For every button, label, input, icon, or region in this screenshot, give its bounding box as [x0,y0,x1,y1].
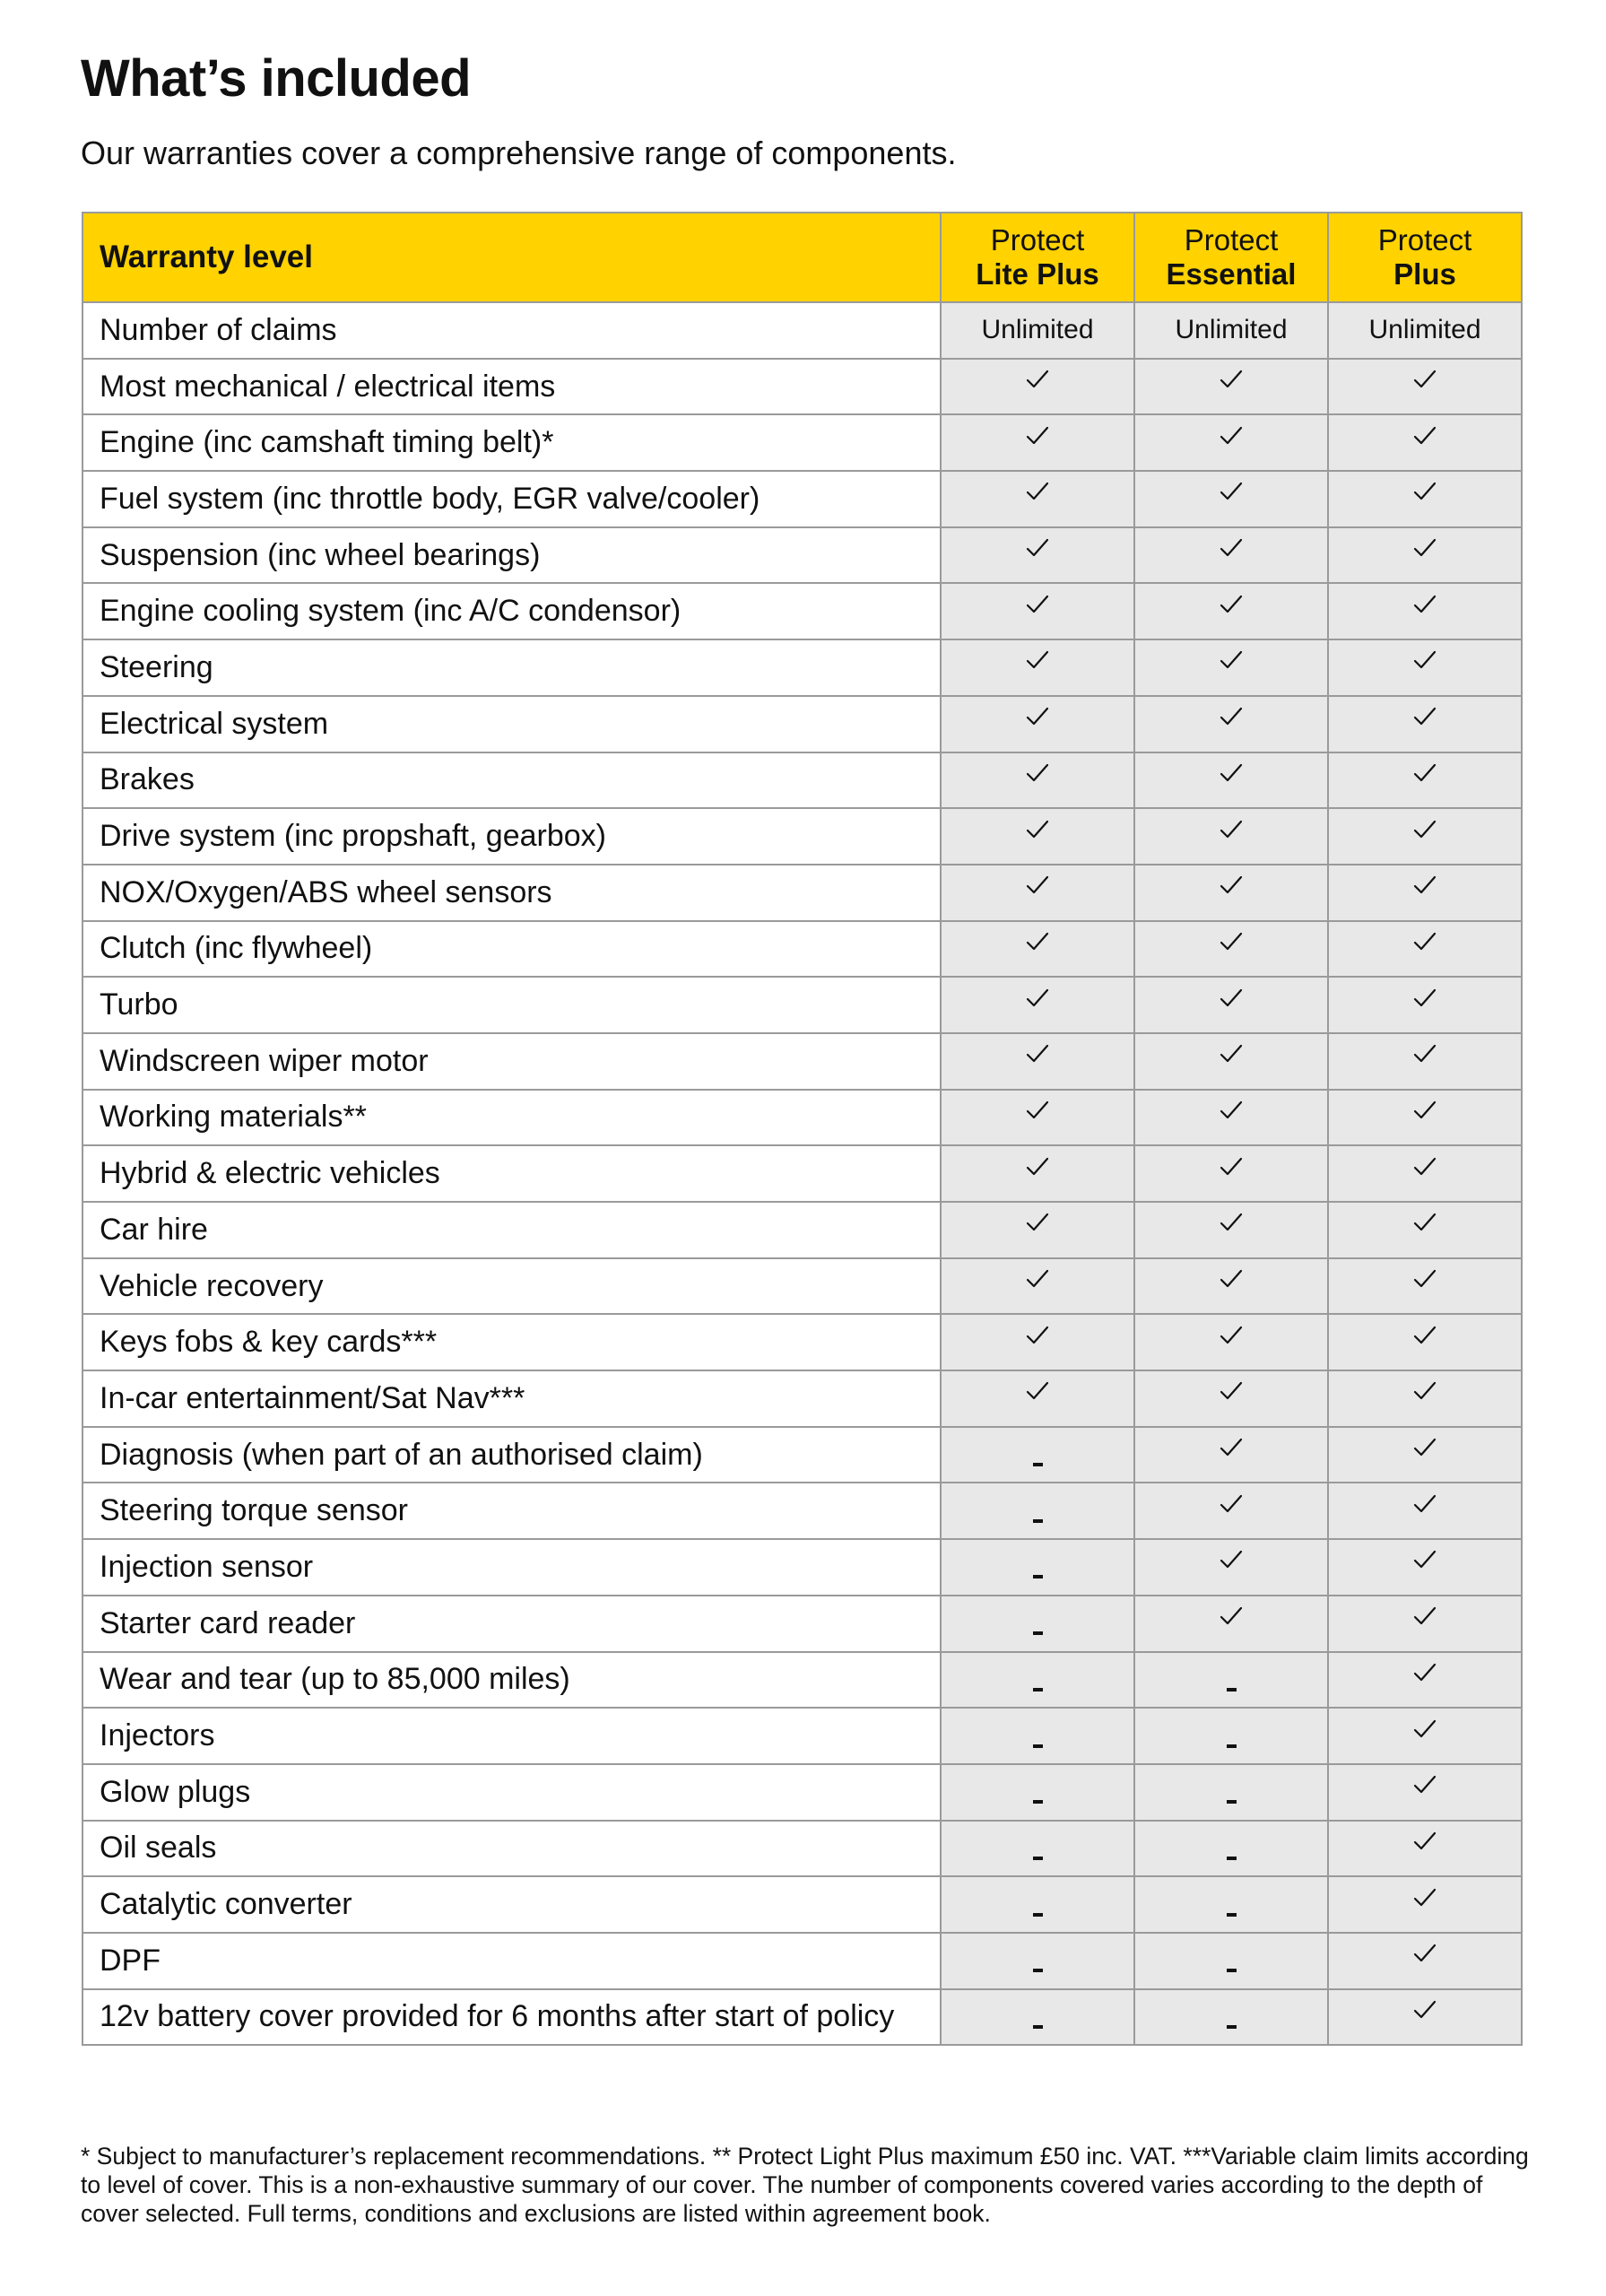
check-icon [1026,1326,1049,1345]
coverage-cell [1328,1821,1522,1877]
check-icon [1026,707,1049,726]
check-icon [1413,763,1437,783]
coverage-cell [1134,1370,1328,1427]
coverage-cell [941,808,1134,865]
coverage-cell [1134,1539,1328,1596]
table-row [82,583,1522,639]
table-row [82,1596,1522,1652]
dash-icon [1227,1913,1237,1917]
warranty-level-header: Warranty level [82,213,941,302]
coverage-cell [1328,414,1522,471]
coverage-cell [1328,1033,1522,1090]
row-label: Steering torque sensor [82,1483,941,1539]
coverage-cell [1328,1370,1522,1427]
dash-icon [1033,1913,1043,1917]
coverage-cell [1328,1764,1522,1821]
row-label: Car hire [82,1202,941,1258]
coverage-cell [1328,1145,1522,1202]
coverage-cell [1328,1652,1522,1709]
check-icon [1220,426,1243,446]
table-row [82,1370,1522,1427]
row-label: In-car entertainment/Sat Nav*** [82,1370,941,1427]
footnote: * Subject to manufacturer’s replacement recommendations. ** Protect Light Plus maximum £50 inc. VAT. ***Variable claim limits according to level of cover. This is a non-exhaustive summary of our cover. The number of components covered varies according to the depth of cover selected. Full terms, conditions and exclusions are listed within agreement book. [81,2143,1529,2227]
coverage-cell [941,1483,1134,1539]
row-label: Engine (inc camshaft timing belt)* [82,414,941,471]
check-icon [1220,1438,1243,1457]
row-label: Steering [82,639,941,696]
check-icon [1413,1831,1437,1851]
check-icon [1413,1606,1437,1626]
check-icon [1220,932,1243,952]
coverage-cell [941,1933,1134,1989]
page-title: What’s included [81,49,472,108]
check-icon [1413,370,1437,389]
table-row [82,1145,1522,1202]
coverage-cell [941,1764,1134,1821]
row-label: Suspension (inc wheel bearings) [82,527,941,584]
table-row [82,977,1522,1033]
table-row [82,921,1522,978]
coverage-cell [941,1314,1134,1370]
coverage-cell [1134,1145,1328,1202]
coverage-cell [1328,1258,1522,1315]
row-label: Number of claims [82,302,941,359]
table-row [82,1764,1522,1821]
column-header-line: Protect [1184,223,1279,257]
table-row [82,471,1522,527]
check-icon [1220,707,1243,726]
coverage-cell [941,1202,1134,1258]
coverage-cell [941,1876,1134,1933]
check-icon [1413,1719,1437,1739]
coverage-cell [941,639,1134,696]
coverage-cell [941,1370,1134,1427]
coverage-cell [1134,752,1328,809]
check-icon [1220,1381,1243,1401]
dash-icon [1227,2025,1237,2029]
column-header-essential [1134,213,1328,302]
check-icon [1413,1494,1437,1514]
table-row [82,1539,1522,1596]
coverage-cell [1134,1652,1328,1709]
table-row [82,1821,1522,1877]
coverage-cell [1134,1090,1328,1146]
check-icon [1413,1269,1437,1289]
check-icon [1413,482,1437,501]
row-label: Wear and tear (up to 85,000 miles) [82,1652,941,1709]
check-icon [1413,1157,1437,1177]
row-label: Diagnosis (when part of an authorised claim) [82,1427,941,1483]
coverage-cell [1134,1596,1328,1652]
coverage-cell [941,1258,1134,1315]
table-row [82,359,1522,415]
row-label: NOX/Oxygen/ABS wheel sensors [82,865,941,921]
row-label: Windscreen wiper motor [82,1033,941,1090]
dash-icon [1227,1857,1237,1860]
row-label: Clutch (inc flywheel) [82,921,941,978]
check-icon [1413,820,1437,839]
coverage-cell [941,1596,1134,1652]
coverage-cell [1328,359,1522,415]
row-label: Drive system (inc propshaft, gearbox) [82,808,941,865]
coverage-cell [1328,1090,1522,1146]
coverage-cell [1134,639,1328,696]
table-row [82,1483,1522,1539]
coverage-cell [1134,1876,1328,1933]
coverage-cell [941,1539,1134,1596]
table-header-row [82,213,1522,302]
check-icon [1220,988,1243,1008]
table-row [82,527,1522,584]
claims-value: Unlimited [941,302,1134,359]
coverage-cell [941,752,1134,809]
column-header-lite-plus [941,213,1134,302]
check-icon [1026,482,1049,501]
row-label: Turbo [82,977,941,1033]
check-icon [1413,1381,1437,1401]
row-label: Starter card reader [82,1596,941,1652]
check-icon [1413,1044,1437,1064]
dash-icon [1227,1744,1237,1748]
table-row [82,1427,1522,1483]
check-icon [1413,1213,1437,1232]
column-header-level-name: Essential [1166,257,1297,291]
check-icon [1413,2000,1437,2020]
column-header-level-name: Lite Plus [976,257,1099,291]
check-icon [1220,1326,1243,1345]
dash-icon [1033,1969,1043,1972]
coverage-cell [1328,1483,1522,1539]
check-icon [1413,650,1437,670]
check-icon [1413,707,1437,726]
check-icon [1220,763,1243,783]
dash-icon [1033,1800,1043,1804]
dash-icon [1227,1969,1237,1972]
check-icon [1220,875,1243,895]
coverage-cell [1134,414,1328,471]
coverage-cell [1134,808,1328,865]
dash-icon [1033,1857,1043,1860]
coverage-cell [941,414,1134,471]
row-label: Most mechanical / electrical items [82,359,941,415]
coverage-cell [1328,527,1522,584]
column-header-line: Protect [990,223,1085,257]
coverage-cell [1134,977,1328,1033]
coverage-cell [1134,1033,1328,1090]
coverage-cell [1328,1314,1522,1370]
coverage-cell [941,1821,1134,1877]
row-label: Engine cooling system (inc A/C condensor) [82,583,941,639]
check-icon [1026,932,1049,952]
check-icon [1220,1269,1243,1289]
coverage-cell [1328,1539,1522,1596]
check-icon [1220,482,1243,501]
coverage-cell [1328,1876,1522,1933]
table-row [82,1876,1522,1933]
check-icon [1413,1550,1437,1570]
coverage-cell [941,1090,1134,1146]
coverage-cell [941,1427,1134,1483]
check-icon [1413,1438,1437,1457]
row-label: Working materials** [82,1090,941,1146]
table-row [82,1652,1522,1709]
check-icon [1220,1606,1243,1626]
column-header-plus [1328,213,1522,302]
check-icon [1413,595,1437,614]
check-icon [1220,595,1243,614]
coverage-cell [941,1033,1134,1090]
coverage-cell [941,527,1134,584]
coverage-cell [1134,921,1328,978]
row-label: Vehicle recovery [82,1258,941,1315]
coverage-cell [1328,1427,1522,1483]
check-icon [1026,1269,1049,1289]
table-row-number-of-claims [82,302,1522,359]
coverage-cell [941,359,1134,415]
check-icon [1026,1100,1049,1120]
table-row [82,1708,1522,1764]
coverage-cell [1328,865,1522,921]
row-label: Keys fobs & key cards*** [82,1314,941,1370]
table-row [82,414,1522,471]
row-label: 12v battery cover provided for 6 months after start of policy [82,1989,941,2046]
coverage-cell [941,696,1134,752]
coverage-cell [941,471,1134,527]
coverage-cell [941,1145,1134,1202]
table-row [82,1258,1522,1315]
check-icon [1220,1550,1243,1570]
row-label: Injection sensor [82,1539,941,1596]
coverage-cell [1134,527,1328,584]
check-icon [1220,820,1243,839]
coverage-cell [941,1708,1134,1764]
coverage-cell [1134,359,1328,415]
dash-icon [1033,1575,1043,1578]
check-icon [1413,1775,1437,1795]
dash-icon [1227,1800,1237,1804]
check-icon [1026,538,1049,558]
coverage-cell [1134,1821,1328,1877]
table-row [82,1033,1522,1090]
coverage-cell [1134,1989,1328,2046]
check-icon [1220,650,1243,670]
dash-icon [1033,1744,1043,1748]
coverage-cell [1134,696,1328,752]
coverage-cell [1328,977,1522,1033]
check-icon [1413,1944,1437,1963]
row-label: Fuel system (inc throttle body, EGR valve/cooler) [82,471,941,527]
coverage-cell [1134,1764,1328,1821]
column-header-level-name: Plus [1393,257,1456,291]
coverage-cell [1134,1202,1328,1258]
check-icon [1220,1213,1243,1232]
coverage-cell [1134,1427,1328,1483]
row-label: Glow plugs [82,1764,941,1821]
coverage-cell [941,1652,1134,1709]
column-header-line: Protect [1377,223,1472,257]
table-row [82,1202,1522,1258]
check-icon [1026,595,1049,614]
coverage-cell [1328,696,1522,752]
check-icon [1220,1494,1243,1514]
check-icon [1026,426,1049,446]
row-label: Injectors [82,1708,941,1764]
coverage-cell [1328,1708,1522,1764]
row-label: Hybrid & electric vehicles [82,1145,941,1202]
coverage-cell [1134,471,1328,527]
coverage-cell [1134,1314,1328,1370]
check-icon [1413,538,1437,558]
check-icon [1413,426,1437,446]
row-label: Oil seals [82,1821,941,1877]
coverage-cell [941,583,1134,639]
coverage-cell [1134,583,1328,639]
check-icon [1220,538,1243,558]
table-row [82,1090,1522,1146]
claims-value: Unlimited [1134,302,1328,359]
table-row [82,1314,1522,1370]
dash-icon [1033,1631,1043,1635]
check-icon [1413,1100,1437,1120]
coverage-cell [1328,752,1522,809]
coverage-cell [1328,1202,1522,1258]
table-row [82,808,1522,865]
check-icon [1026,650,1049,670]
dash-icon [1033,1519,1043,1523]
check-icon [1026,763,1049,783]
check-icon [1026,370,1049,389]
claims-value: Unlimited [1328,302,1522,359]
check-icon [1413,988,1437,1008]
check-icon [1413,932,1437,952]
table-row [82,639,1522,696]
row-label: Catalytic converter [82,1876,941,1933]
dash-icon [1033,1688,1043,1692]
coverage-cell [941,977,1134,1033]
check-icon [1220,1044,1243,1064]
check-icon [1026,1381,1049,1401]
check-icon [1413,1326,1437,1345]
coverage-cell [1134,1258,1328,1315]
check-icon [1026,875,1049,895]
table-row [82,1989,1522,2046]
table-row [82,865,1522,921]
check-icon [1026,1044,1049,1064]
coverage-cell [1134,1933,1328,1989]
coverage-cell [1328,639,1522,696]
coverage-cell [1328,921,1522,978]
table-row [82,696,1522,752]
warranty-comparison-table [82,212,1523,2046]
coverage-cell [1328,1933,1522,1989]
table-row [82,1933,1522,1989]
coverage-cell [1328,583,1522,639]
dash-icon [1227,1688,1237,1692]
coverage-cell [1328,1596,1522,1652]
table-row [82,752,1522,809]
dash-icon [1033,2025,1043,2029]
check-icon [1413,875,1437,895]
coverage-cell [941,865,1134,921]
coverage-cell [1328,808,1522,865]
coverage-cell [941,1989,1134,2046]
check-icon [1026,988,1049,1008]
coverage-cell [1134,865,1328,921]
coverage-cell [1134,1483,1328,1539]
page-subtitle: Our warranties cover a comprehensive range of components. [81,135,957,171]
coverage-cell [1134,1708,1328,1764]
check-icon [1220,370,1243,389]
check-icon [1026,1213,1049,1232]
coverage-cell [1328,1989,1522,2046]
coverage-cell [941,921,1134,978]
check-icon [1413,1888,1437,1908]
check-icon [1413,1663,1437,1683]
row-label: DPF [82,1933,941,1989]
row-label: Electrical system [82,696,941,752]
dash-icon [1033,1463,1043,1466]
coverage-cell [1328,471,1522,527]
check-icon [1026,1157,1049,1177]
check-icon [1220,1157,1243,1177]
check-icon [1220,1100,1243,1120]
check-icon [1026,820,1049,839]
row-label: Brakes [82,752,941,809]
